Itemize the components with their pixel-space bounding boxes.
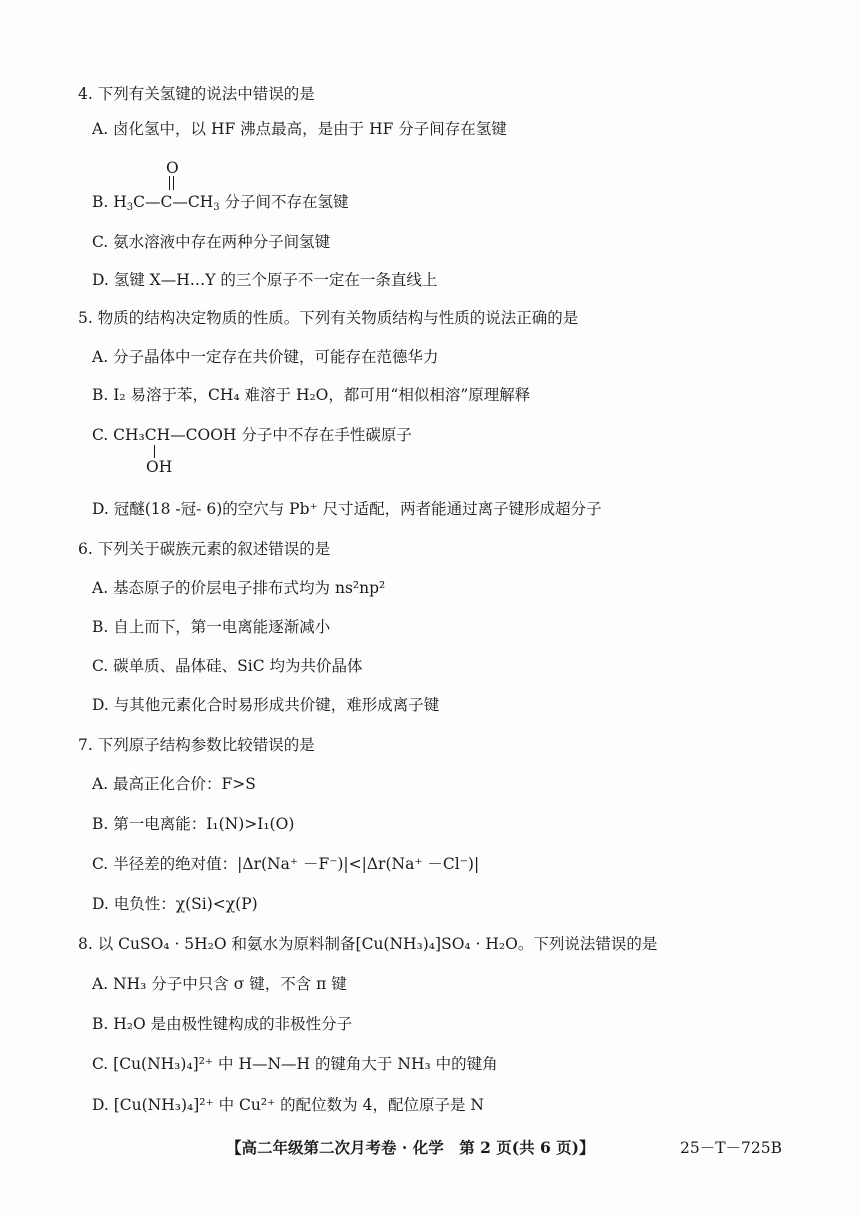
q4-stem: 4. 下列有关氢键的说法中错误的是 [78,85,315,103]
q4-b-sub2: 3 [213,202,220,213]
q8-option-c: C. [Cu(NH₃)₄]²⁺ 中 H—N—H 的键角大于 NH₃ 中的键角 [92,1055,498,1073]
q6-option-b: B. 自上而下，第一电离能逐渐减小 [92,618,331,636]
q4-b-double-bond-right [173,176,174,190]
q4-option-d: D. 氢键 X—H…Y 的三个原子不一定在一条直线上 [92,271,438,289]
q7-option-b: B. 第一电离能：I₁(N)>I₁(O) [92,815,295,833]
q4-b-skeleton: C—C—CH [133,193,214,211]
q4-option-a: A. 卤化氢中，以 HF 沸点最高，是由于 HF 分子间存在氢键 [92,120,507,138]
q5-option-d: D. 冠醚(18 -冠- 6)的空穴与 Pb⁺ 尺寸适配，两者能通过离子键形成超分子 [92,500,602,518]
q6-option-c: C. 碳单质、晶体硅、SiC 均为共价晶体 [92,657,363,675]
q8-option-b: B. H₂O 是由极性键构成的非极性分子 [92,1015,353,1033]
q5-option-b: B. I₂ 易溶于苯，CH₄ 难溶于 H₂O，都可用“相似相溶”原理解释 [92,386,531,404]
q5-c-hydroxyl: OH [146,458,173,476]
q7-option-d: D. 电负性：χ(Si)<χ(P) [92,895,258,913]
q6-stem: 6. 下列关于碳族元素的叙述错误的是 [78,540,331,558]
q4-b-prefix: B. H [92,193,127,211]
q8-option-a: A. NH₃ 分子中只含 σ 键，不含 π 键 [92,975,347,993]
q8-stem: 8. 以 CuSO₄ · 5H₂O 和氨水为原料制备[Cu(NH₃)₄]SO₄ · H₂O。下列说法错误的是 [78,935,658,953]
q4-b-double-bond-left [169,176,170,190]
q5-stem: 5. 物质的结构决定物质的性质。下列有关物质结构与性质的说法正确的是 [78,309,579,327]
q7-option-c: C. 半径差的绝对值：|Δr(Na⁺ －F⁻)|<|Δr(Na⁺ －Cl⁻)| [92,855,480,873]
q4-option-c: C. 氨水溶液中存在两种分子间氢键 [92,233,331,251]
q7-option-a: A. 最高正化合价：F>S [92,775,256,793]
q5-c-bond [154,445,155,458]
q4-option-b [92,192,349,212]
q4-b-sub: 3 [126,202,134,213]
q4-b-tail: 分子间不存在氢键 [219,193,349,211]
q4-b-carbonyl-oxygen: O [166,159,179,177]
q5-option-a: A. 分子晶体中一定存在共价键，可能存在范德华力 [92,348,439,366]
q5-option-c: C. CH₃CH—COOH 分子中不存在手性碳原子 [92,426,412,444]
q6-option-d: D. 与其他元素化合时易形成共价键，难形成离子键 [92,696,440,714]
q7-stem: 7. 下列原子结构参数比较错误的是 [78,736,315,754]
page-footer-code: 25－T－725B [680,1139,783,1157]
q8-option-d: D. [Cu(NH₃)₄]²⁺ 中 Cu²⁺ 的配位数为 4，配位原子是 N [92,1096,484,1114]
q6-option-a: A. 基态原子的价层电子排布式均为 ns²np² [92,579,386,597]
page-footer-title: 【高二年级第二次月考卷 · 化学 第 2 页(共 6 页)】 [226,1138,595,1157]
